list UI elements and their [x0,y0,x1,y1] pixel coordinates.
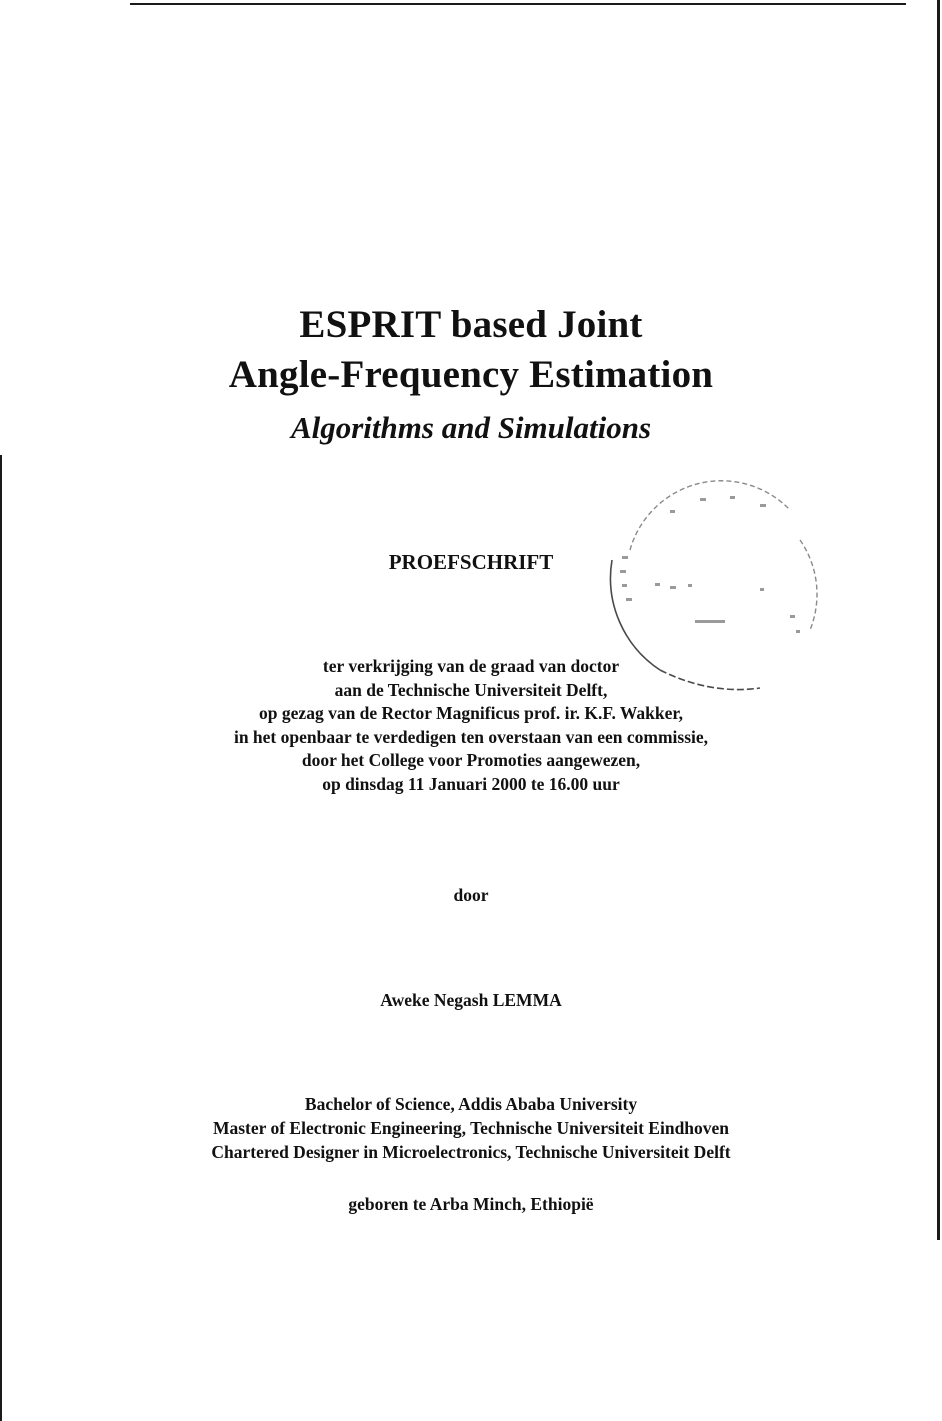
document-type: PROEFSCHRIFT [388,550,554,574]
right-page-edge [937,0,940,1240]
ceremony-line: op dinsdag 11 Januari 2000 te 16.00 uur [322,773,620,794]
title-line-1: ESPRIT based Joint [299,303,643,346]
title-line-2: Angle-Frequency Estimation [228,353,714,396]
library-stamp-icon [600,470,830,700]
door-label: door [453,885,489,905]
author-name: Aweke Negash LEMMA [380,990,562,1010]
degree-line: Master of Electronic Engineering, Technische Universiteit Eindhoven [212,1118,730,1138]
birthplace: geboren te Arba Minch, Ethiopië [348,1194,594,1214]
ceremony-line: in het openbaar te verdedigen ten overstaan van een commissie, [233,726,709,747]
ceremony-line: door het College voor Promoties aangewezen, [301,750,641,770]
thesis-subtitle: Algorithms and Simulations [290,410,652,445]
top-rule [130,3,906,5]
degree-line: Bachelor of Science, Addis Ababa University [304,1094,638,1114]
thesis-title [0,300,942,400]
ceremony-line: aan de Technische Universiteit Delft, [334,679,608,700]
degree-line: Chartered Designer in Microelectronics, Technische Universiteit Delft [211,1142,731,1162]
ceremony-line: op gezag van de Rector Magnificus prof. ir. K.F. Wakker, [259,703,683,723]
left-page-edge [0,455,2,1421]
ceremony-line: ter verkrijging van de graad van doctor [322,656,620,676]
author-degrees [0,1092,942,1164]
